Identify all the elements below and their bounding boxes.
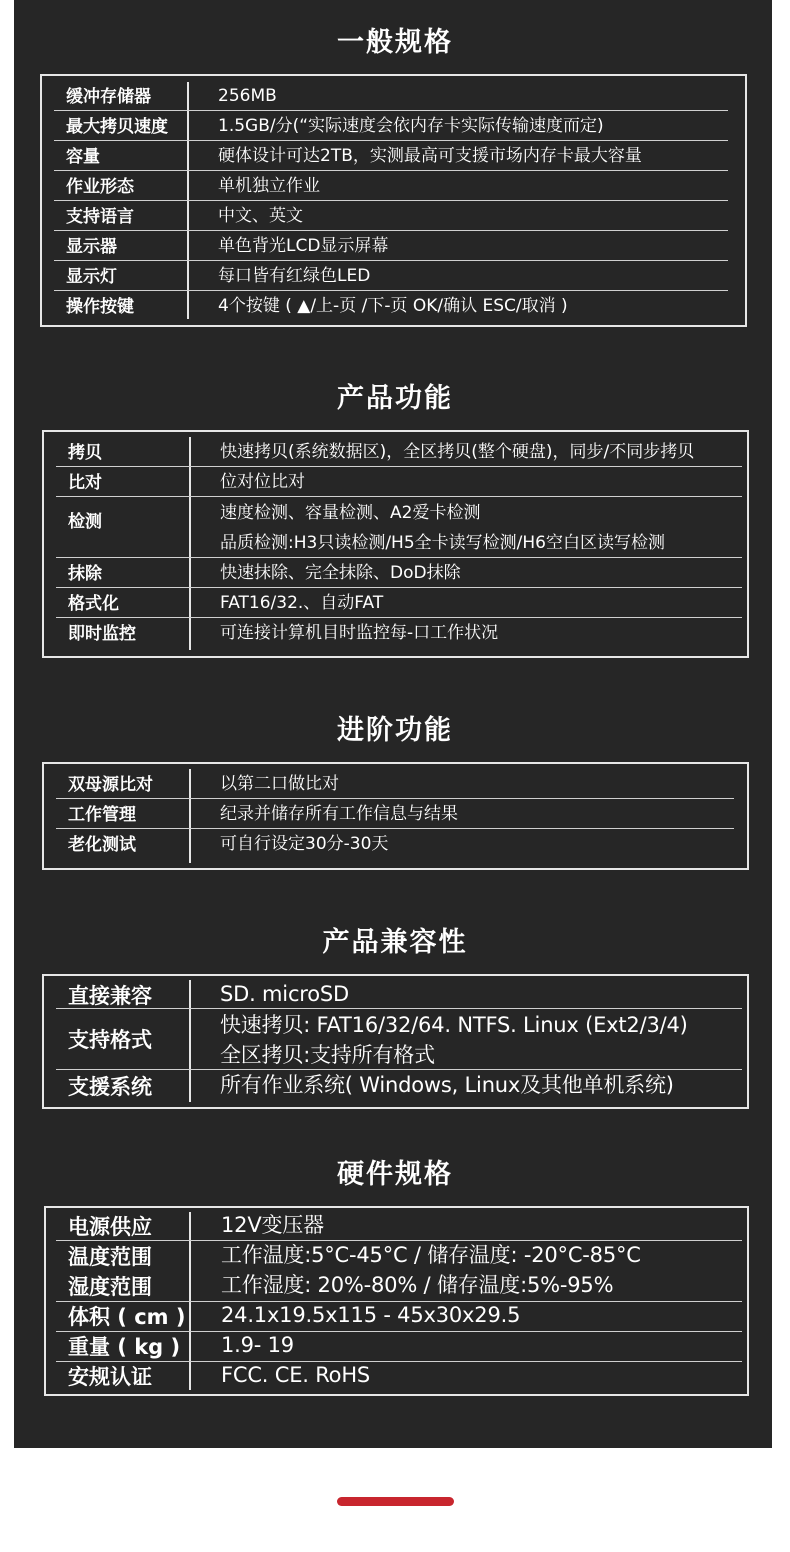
row-label: 抹除 xyxy=(68,564,102,584)
row-label: 格式化 xyxy=(68,594,119,614)
row-label: 工作管理 xyxy=(68,805,136,825)
column-divider xyxy=(189,769,191,863)
row-label: 重量 ( kg ) xyxy=(68,1335,181,1359)
column-divider xyxy=(189,980,191,1102)
row-value: 单机独立作业 xyxy=(218,176,320,196)
accent-bar xyxy=(337,1497,454,1506)
row-value: 12V变压器 xyxy=(221,1213,324,1237)
row-label: 体积 ( cm ) xyxy=(68,1305,186,1329)
row-value: 256MB xyxy=(218,86,277,106)
row-label: 安规认证 xyxy=(68,1365,152,1389)
row-value: 1.5GB/分(“实际速度会依内存卡实际传输速度而定) xyxy=(218,116,604,136)
row-value: 位对位比对 xyxy=(220,472,305,492)
row-label: 拷贝 xyxy=(68,443,102,463)
column-divider xyxy=(189,437,191,650)
row-value: 中文、英文 xyxy=(218,206,303,226)
section-title: 产品功能 xyxy=(337,383,453,414)
row-label: 支持语言 xyxy=(66,207,134,227)
row-value: FAT16/32.、自动FAT xyxy=(220,593,384,613)
row-value: 1.9- 19 xyxy=(221,1333,294,1357)
row-value: 所有作业系统( Windows, Linux及其他单机系统) xyxy=(220,1073,674,1097)
row-divider xyxy=(56,617,742,618)
row-value: 可连接计算机目时监控每-口工作状况 xyxy=(220,623,499,643)
row-value: 纪录并储存所有工作信息与结果 xyxy=(220,804,458,824)
row-divider xyxy=(54,140,728,141)
row-value-line2: 全区拷贝:支持所有格式 xyxy=(220,1043,435,1067)
row-value: SD. microSD xyxy=(220,982,350,1006)
row-divider xyxy=(54,110,728,111)
row-label: 操作按键 xyxy=(66,297,134,317)
section-title: 一般规格 xyxy=(337,27,453,58)
row-value: 24.1x19.5x115 - 45x30x29.5 xyxy=(221,1303,521,1327)
row-divider xyxy=(56,798,734,799)
row-divider xyxy=(54,290,728,291)
row-divider xyxy=(56,1069,742,1070)
row-label: 显示灯 xyxy=(66,267,117,287)
row-divider xyxy=(56,1331,742,1332)
row-label: 比对 xyxy=(68,473,102,493)
row-divider xyxy=(56,1008,742,1009)
row-label: 温度范围 xyxy=(68,1245,152,1269)
row-value: 快速抹除、完全抹除、DoD抹除 xyxy=(220,563,461,583)
row-divider xyxy=(54,200,728,201)
row-label-line2: 湿度范围 xyxy=(68,1275,152,1299)
section-title: 进阶功能 xyxy=(337,715,453,746)
row-divider xyxy=(54,260,728,261)
row-value: 硬体设计可达2TB，实测最高可支援市场内存卡最大容量 xyxy=(218,146,642,166)
row-label: 检测 xyxy=(68,512,102,532)
row-value: 每口皆有红绿色LED xyxy=(218,266,371,286)
row-label: 双母源比对 xyxy=(68,775,153,795)
row-value-line2: 品质检测:H3只读检测/H5全卡读写检测/H6空白区读写检测 xyxy=(220,533,665,553)
row-value: 可自行设定30分-30天 xyxy=(220,834,389,854)
row-divider xyxy=(56,496,742,497)
row-label: 最大拷贝速度 xyxy=(66,117,168,137)
row-label: 支援系统 xyxy=(68,1075,152,1099)
row-divider xyxy=(56,1240,742,1241)
row-value: 工作温度:5°C-45°C / 储存温度: -20°C-85°C xyxy=(221,1243,641,1267)
row-label: 缓冲存储器 xyxy=(66,87,151,107)
row-value: 快速拷贝(系统数据区)，全区拷贝(整个硬盘)，同步/不同步拷贝 xyxy=(220,442,695,462)
row-label: 老化测试 xyxy=(68,835,136,855)
row-divider xyxy=(56,466,742,467)
row-divider xyxy=(56,587,742,588)
row-divider xyxy=(56,828,734,829)
row-label: 支持格式 xyxy=(68,1028,152,1052)
row-divider xyxy=(56,1301,742,1302)
row-label: 显示器 xyxy=(66,237,117,257)
row-label: 容量 xyxy=(66,147,100,167)
row-label: 作业形态 xyxy=(66,177,134,197)
row-value-line2: 工作湿度: 20%-80% / 储存温度:5%-95% xyxy=(221,1273,614,1297)
row-value: 4个按键 ( ▲/上-页 /下-页 OK/确认 ESC/取消 ) xyxy=(218,296,568,316)
row-value: 以第二口做比对 xyxy=(220,774,339,794)
row-label: 即时监控 xyxy=(68,624,136,644)
row-divider xyxy=(56,1361,742,1362)
row-divider xyxy=(54,230,728,231)
row-label: 电源供应 xyxy=(68,1215,152,1239)
row-value: FCC. CE. RoHS xyxy=(221,1363,371,1387)
row-divider xyxy=(56,557,742,558)
row-value: 速度检测、容量检测、A2爱卡检测 xyxy=(220,503,481,523)
section-title: 硬件规格 xyxy=(337,1159,453,1190)
row-value: 单色背光LCD显示屏幕 xyxy=(218,236,389,256)
row-label: 直接兼容 xyxy=(68,984,152,1008)
row-divider xyxy=(54,170,728,171)
section-title: 产品兼容性 xyxy=(322,927,468,958)
row-value: 快速拷贝: FAT16/32/64. NTFS. Linux (Ext2/3/4) xyxy=(220,1013,688,1037)
